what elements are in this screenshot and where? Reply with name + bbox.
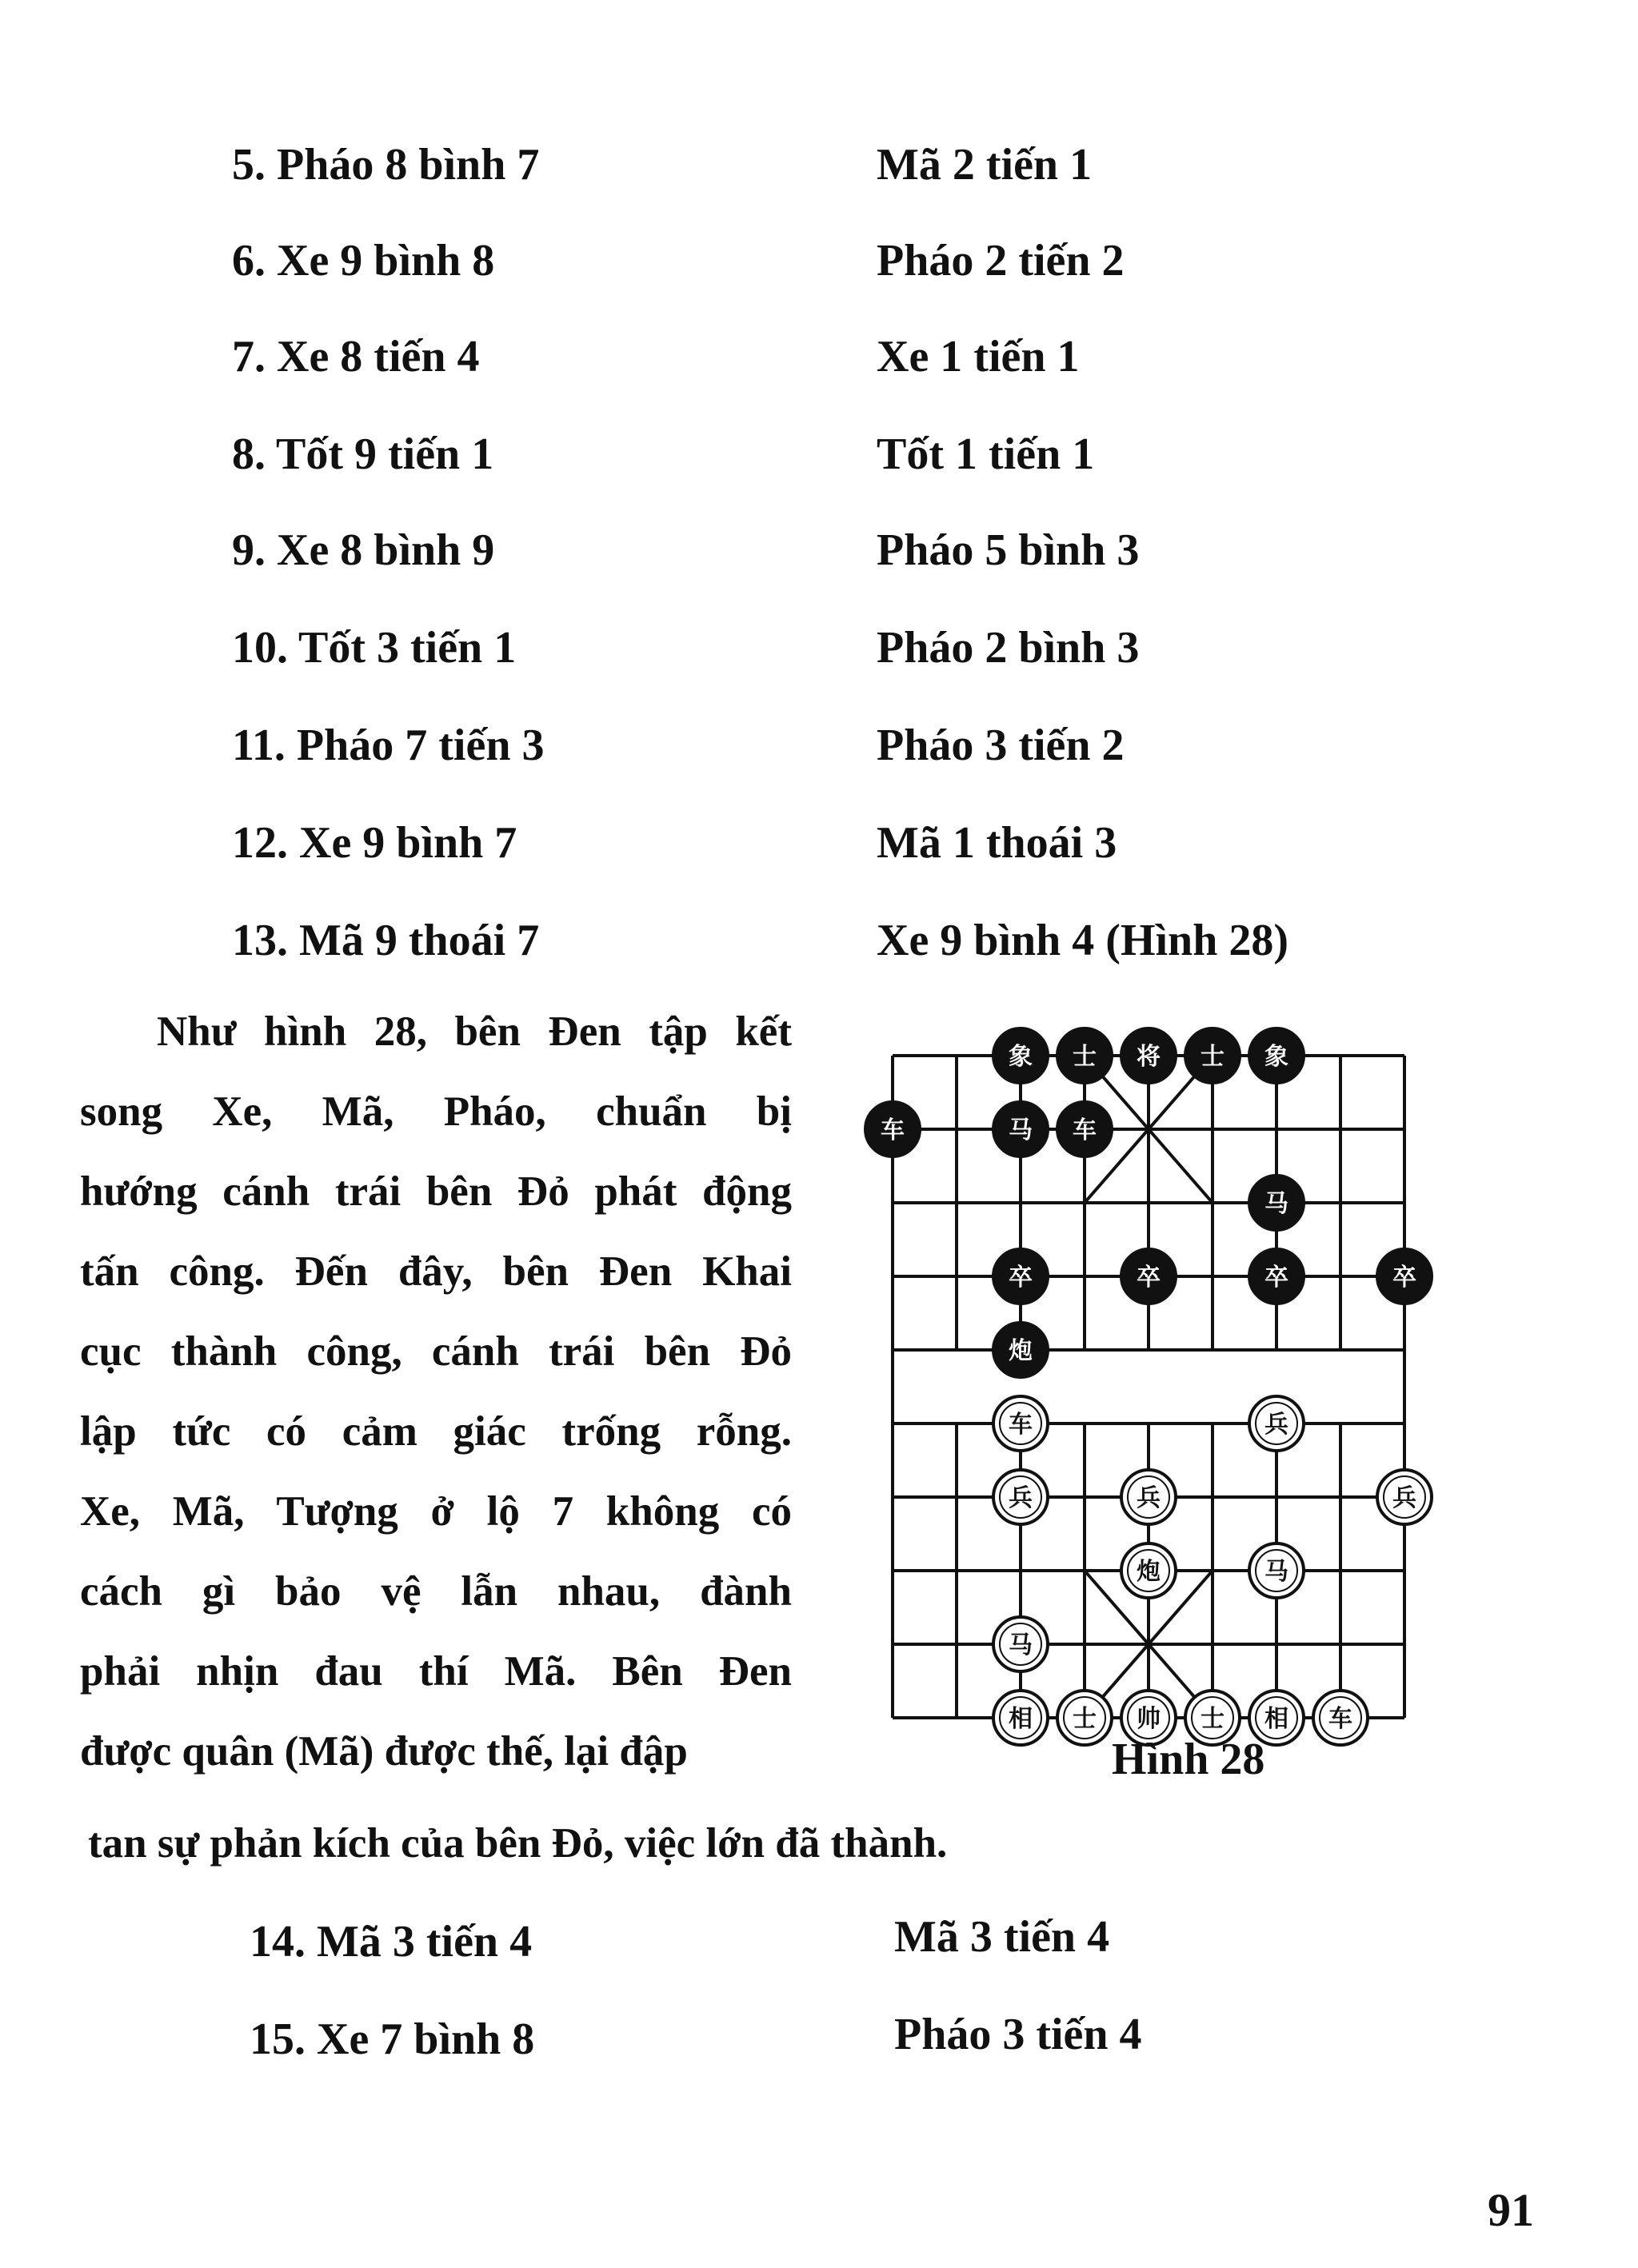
black-piece	[1185, 1028, 1240, 1083]
red-piece	[1377, 1470, 1432, 1524]
piece-label: 马	[1264, 1558, 1288, 1586]
paragraph-line: Như hình 28, bên Đen tập kết	[157, 1008, 792, 1055]
move-red: 8. Tốt 9 tiến 1	[232, 429, 494, 479]
piece-label: 车	[1328, 1705, 1352, 1733]
move-black: Xe 1 tiến 1	[877, 332, 1080, 381]
commentary-paragraph	[80, 992, 792, 1791]
red-piece	[993, 1691, 1048, 1745]
move-black: Pháo 2 bình 3	[877, 623, 1140, 673]
red-piece	[1249, 1543, 1304, 1598]
move-black: Pháo 3 tiến 2	[877, 721, 1125, 770]
black-piece	[993, 1249, 1048, 1304]
red-piece	[1121, 1543, 1176, 1598]
black-piece	[1249, 1176, 1304, 1230]
move-black: Mã 2 tiến 1	[877, 140, 1093, 190]
black-piece	[993, 1028, 1048, 1083]
board-grid	[893, 1056, 1404, 1718]
move-red: 10. Tốt 3 tiến 1	[232, 623, 517, 673]
piece-label: 相	[1264, 1705, 1288, 1733]
move-red: 11. Pháo 7 tiến 3	[232, 721, 545, 770]
black-piece	[1057, 1102, 1112, 1156]
move-red: 6. Xe 9 bình 8	[232, 236, 495, 285]
paragraph-line: hướng cánh trái bên Đỏ phát động	[80, 1168, 792, 1215]
black-piece	[1121, 1249, 1176, 1304]
piece-label: 将	[1137, 1043, 1161, 1071]
move-red: 13. Mã 9 thoái 7	[232, 916, 540, 965]
piece-label: 马	[1009, 1631, 1033, 1659]
piece-label: 士	[1073, 1043, 1097, 1071]
move-black: Xe 9 bình 4 (Hình 28)	[877, 916, 1288, 965]
paragraph-line: Xe, Mã, Tượng ở lộ 7 không có	[80, 1488, 792, 1535]
piece-label: 帅	[1137, 1705, 1161, 1733]
red-piece	[1313, 1691, 1368, 1745]
black-piece	[993, 1102, 1048, 1156]
piece-label: 马	[1264, 1190, 1288, 1218]
paragraph-line: được quân (Mã) được thế, lại đập	[80, 1728, 688, 1775]
piece-label: 象	[1009, 1043, 1033, 1071]
red-piece	[1057, 1691, 1112, 1745]
paragraph-line: song Xe, Mã, Pháo, chuẩn bị	[80, 1088, 792, 1135]
piece-label: 车	[1009, 1411, 1033, 1439]
piece-label: 卒	[1264, 1264, 1288, 1292]
piece-label: 兵	[1264, 1411, 1288, 1439]
move-red: 5. Pháo 8 bình 7	[232, 140, 540, 190]
move-black: Pháo 5 bình 3	[877, 525, 1140, 575]
piece-label: 卒	[1137, 1264, 1161, 1292]
move-red: 15. Xe 7 bình 8	[250, 2014, 535, 2064]
black-piece	[865, 1102, 920, 1156]
page-number: 91	[1488, 2184, 1534, 2236]
move-black: Pháo 3 tiến 4	[894, 2010, 1142, 2059]
piece-label: 士	[1201, 1705, 1225, 1733]
red-piece	[1121, 1470, 1176, 1524]
piece-label: 士	[1073, 1705, 1097, 1733]
move-red: 14. Mã 3 tiến 4	[250, 1917, 533, 1967]
paragraph-tail: tan sự phản kích của bên Đỏ, việc lớn đã thành.	[88, 1820, 948, 1867]
move-red: 7. Xe 8 tiến 4	[232, 332, 480, 381]
paragraph-line: phải nhịn đau thí Mã. Bên Đen	[80, 1648, 792, 1695]
red-piece	[993, 1470, 1048, 1524]
move-red: 9. Xe 8 bình 9	[232, 525, 495, 575]
black-piece	[1377, 1249, 1432, 1304]
piece-label: 车	[881, 1116, 905, 1144]
xiangqi-board-figure	[848, 1008, 1456, 1733]
piece-label: 兵	[1392, 1484, 1416, 1512]
piece-label: 马	[1009, 1116, 1033, 1144]
figure-caption: Hình 28	[1112, 1735, 1265, 1784]
move-black: Tốt 1 tiến 1	[877, 429, 1095, 479]
move-black: Mã 1 thoái 3	[877, 818, 1117, 868]
piece-label: 卒	[1009, 1264, 1033, 1292]
paragraph-line: lập tức có cảm giác trống rỗng.	[80, 1408, 792, 1455]
paragraph-line: cục thành công, cánh trái bên Đỏ	[80, 1328, 792, 1375]
red-piece	[993, 1617, 1048, 1671]
paragraph-line: cách gì bảo vệ lẫn nhau, đành	[80, 1568, 792, 1615]
black-piece	[1249, 1249, 1304, 1304]
piece-label: 兵	[1137, 1484, 1161, 1512]
red-piece	[1249, 1396, 1304, 1451]
paragraph-line: tấn công. Đến đây, bên Đen Khai	[80, 1248, 792, 1295]
red-piece	[993, 1396, 1048, 1451]
piece-label: 卒	[1392, 1264, 1416, 1292]
move-red: 12. Xe 9 bình 7	[232, 818, 517, 868]
move-black: Pháo 2 tiến 2	[877, 236, 1125, 285]
piece-label: 士	[1201, 1043, 1225, 1071]
piece-label: 炮	[1137, 1558, 1161, 1586]
piece-label: 车	[1073, 1116, 1097, 1144]
piece-label: 相	[1009, 1705, 1033, 1733]
piece-label: 象	[1264, 1043, 1288, 1071]
black-piece	[1249, 1028, 1304, 1083]
black-piece	[993, 1323, 1048, 1377]
piece-label: 炮	[1009, 1337, 1033, 1365]
move-black: Mã 3 tiến 4	[894, 1912, 1110, 1962]
black-piece	[1121, 1028, 1176, 1083]
black-piece	[1057, 1028, 1112, 1083]
piece-label: 兵	[1009, 1484, 1033, 1512]
